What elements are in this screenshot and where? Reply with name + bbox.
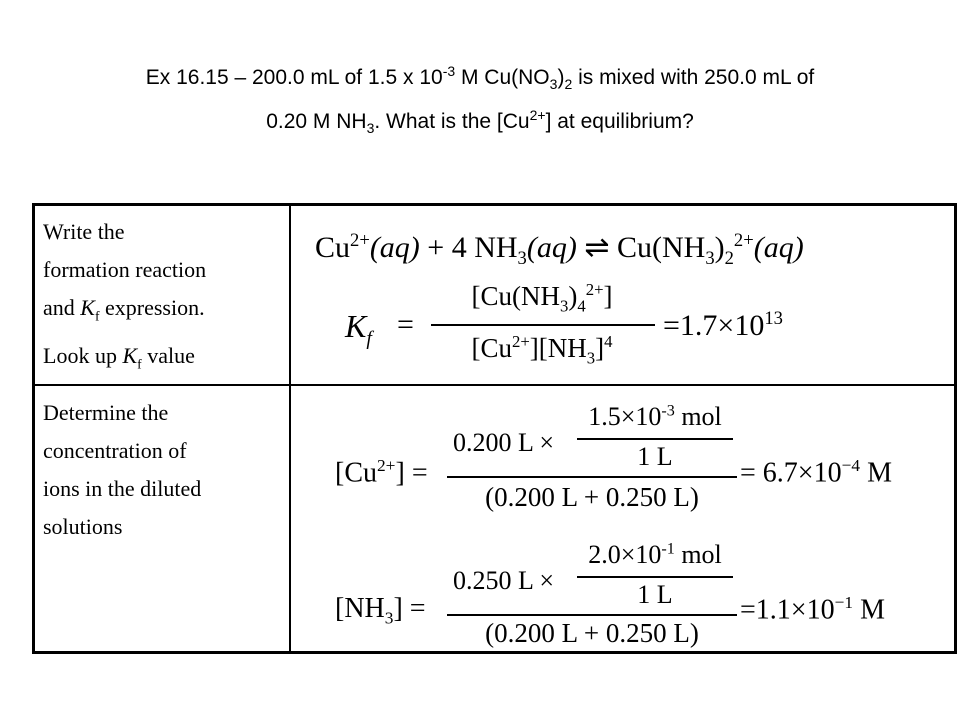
cu-result: = $6.7\times 10^{-4}$ M: [740, 456, 892, 489]
nh3-inner-bar: [577, 576, 733, 578]
nh3-inner-denominator: 1 L: [637, 580, 673, 609]
nh3-lhs: $[NH_3]$ =: [335, 593, 426, 628]
nh3-fraction-bar: [447, 614, 737, 616]
kf-denominator: $[Cu^{2+}][NH_3]^4$: [471, 332, 613, 368]
problem-line-2: 0.20 M $NH_3$. What is the $[Cu^{2+}]$ at equilibrium?: [266, 107, 694, 137]
kf-fraction-bar: [431, 324, 655, 326]
kf-value: $=1.7\times 10^{13}$: [663, 308, 783, 342]
nh3-denominator: (0.200 L + 0.250 L): [485, 618, 699, 648]
formation-reaction: $Cu^{2+}(aq) + 4$ $NH_3(aq)$ ⇌ $Cu(NH_3)_2^{2+}(aq)$: [315, 230, 804, 269]
cu-inner-bar: [577, 438, 733, 440]
kf-equals: =: [397, 308, 414, 341]
problem-statement: [0, 56, 960, 144]
cu-numerator-volume: 0.200 L ×: [453, 428, 555, 457]
column-divider: [289, 206, 291, 651]
nh3-inner-numerator: $2.0\times 10^{-1}$ mol: [588, 540, 722, 569]
cu-inner-denominator: 1 L: [637, 442, 673, 471]
cu-fraction-bar: [447, 476, 737, 478]
step-2-description: Determine the concentration of ions in the diluted solutions: [43, 400, 202, 539]
cu-inner-numerator: $1.5\times 10^{-3}$ mol: [588, 402, 722, 431]
solution-table: [32, 203, 957, 654]
nh3-result: $=1.1\times 10^{-1}$ M: [740, 593, 885, 626]
step-1-description: Write the formation reaction and $K_f$ expression. Look up $K_f$ value: [43, 219, 207, 372]
kf-symbol: $K_f$: [345, 308, 372, 350]
cu-denominator: (0.200 L + 0.250 L): [485, 482, 699, 512]
nh3-numerator-volume: 0.250 L ×: [453, 566, 555, 595]
cu-lhs: $[Cu^{2+}]$ =: [335, 456, 428, 489]
row-divider: [35, 384, 954, 386]
problem-line-1: Ex 16.15 – 200.0 mL of 1.5 x $10^{-3}$ M $Cu(NO_3)_2$ is mixed with 250.0 mL of: [145, 63, 815, 93]
kf-numerator: $[Cu(NH_3)_4^{2+}]$: [471, 280, 613, 316]
